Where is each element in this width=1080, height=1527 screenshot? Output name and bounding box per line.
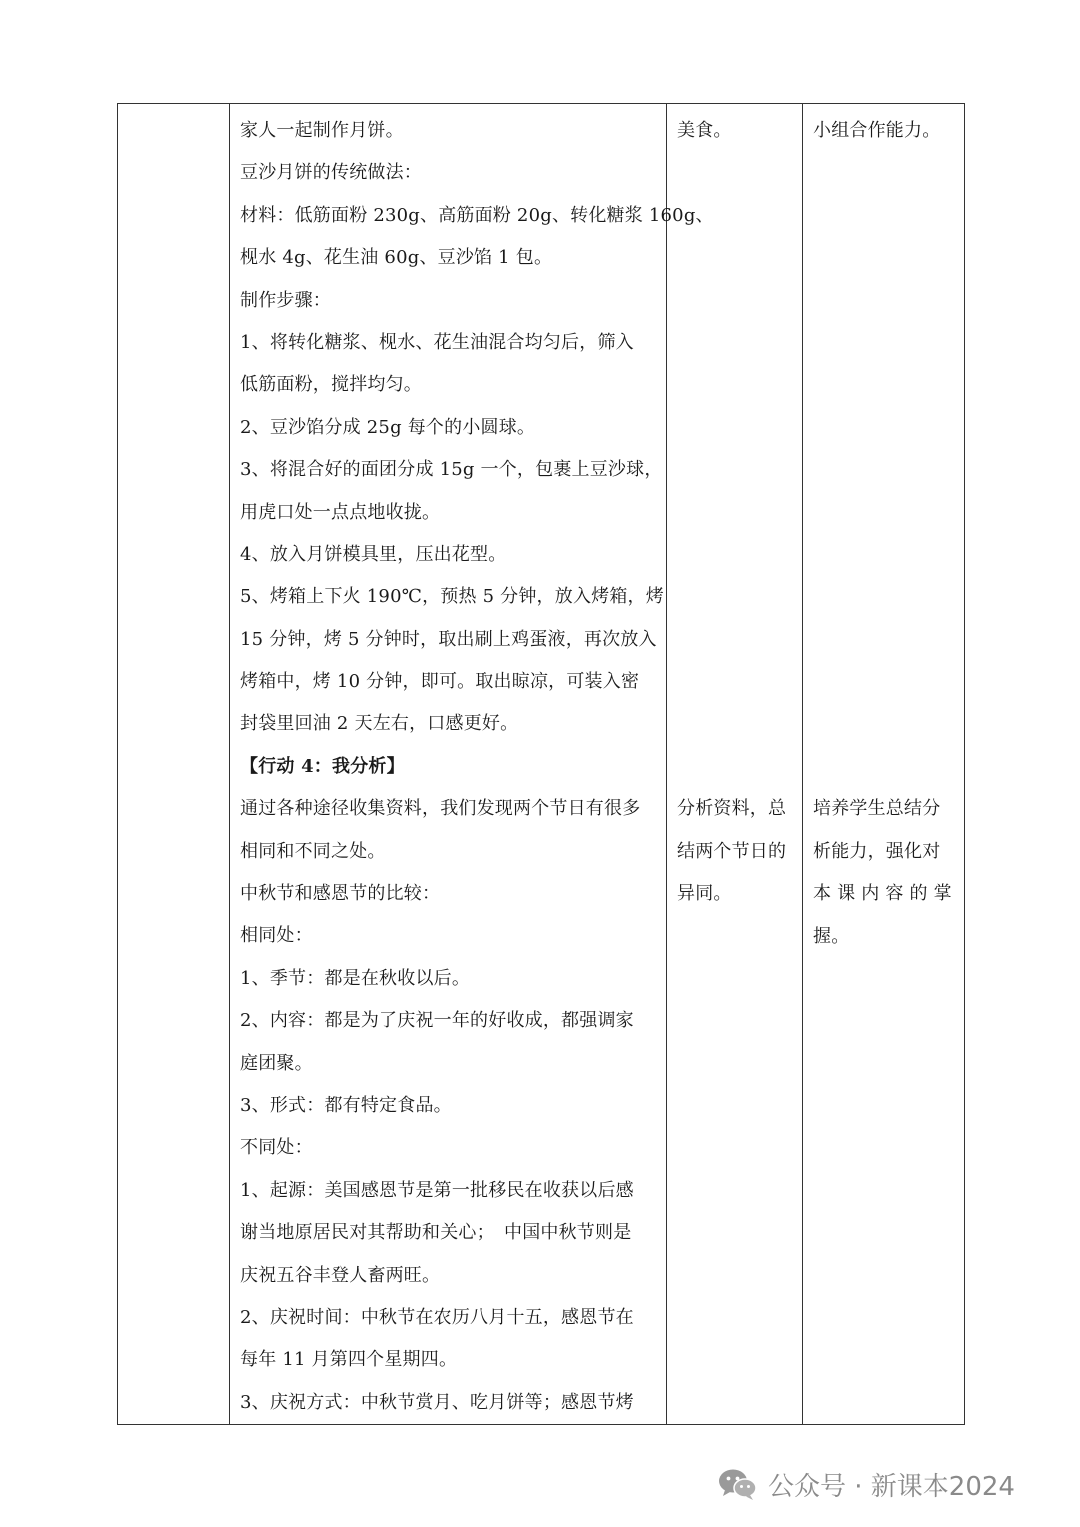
student-activity-analysis — [677, 788, 796, 915]
text-line: 枧水 4g、花生油 60g、豆沙馅 1 包。 — [240, 247, 553, 269]
text-line: 5、烤箱上下火 190℃，预热 5 分钟，放入烤箱，烤 — [240, 586, 664, 608]
student-activity-cell — [667, 104, 803, 1425]
table-row — [118, 104, 965, 1425]
text-line: 中秋节和感恩节的比较： — [240, 883, 441, 905]
watermark-text: 公众号 · 新课本2024 — [768, 1471, 1015, 1502]
text-line: 本 课 内 容 的 掌 — [813, 883, 952, 905]
text-line: 异同。 — [677, 883, 732, 905]
text-line: 相同处： — [240, 925, 313, 947]
wechat-watermark — [718, 1462, 1015, 1506]
text-line: 15 分钟，烤 5 分钟时，取出刷上鸡蛋液，再次放入 — [240, 628, 657, 650]
text-line: 握。 — [813, 925, 850, 947]
design-intent-top — [813, 110, 958, 152]
text-line: 2、豆沙馅分成 25g 每个的小圆球。 — [240, 416, 536, 438]
text-line: 析能力，强化对 — [813, 840, 941, 862]
text-line: 【行动 4：我分析】 — [240, 755, 405, 777]
text-line: 3、形式：都有特定食品。 — [240, 1094, 452, 1116]
text-line: 制作步骤： — [240, 289, 331, 311]
text-line: 相同和不同之处。 — [240, 840, 386, 862]
lesson-plan-table — [117, 103, 965, 1425]
text-line: 通过各种途径收集资料，我们发现两个节日有很多 — [240, 798, 641, 820]
text-line: 低筋面粉，搅拌均匀。 — [240, 374, 422, 396]
text-line: 3、庆祝方式：中秋节赏月、吃月饼等；感恩节烤 — [240, 1391, 634, 1413]
text-line: 2、庆祝时间：中秋节在农历八月十五，感恩节在 — [240, 1306, 634, 1328]
text-line: 封袋里回油 2 天左右，口感更好。 — [240, 713, 519, 735]
blank-first-column — [118, 104, 230, 1425]
text-line: 结两个节日的 — [677, 840, 787, 862]
text-line: 2、内容：都是为了庆祝一年的好收成，都强调家 — [240, 1010, 634, 1032]
design-intent-analysis — [813, 788, 958, 958]
text-line: 4、放入月饼模具里，压出花型。 — [240, 543, 507, 565]
text-line: 分析资料，总 — [677, 798, 787, 820]
text-line: 烤箱中，烤 10 分钟，即可。取出晾凉，可装入密 — [240, 671, 640, 693]
text-line: 谢当地原居民对其帮助和关心； 中国中秋节则是 — [240, 1222, 632, 1244]
design-intent-cell — [803, 104, 965, 1425]
text-line: 用虎口处一点点地收拢。 — [240, 501, 441, 523]
text-line: 家人一起制作月饼。 — [240, 120, 404, 141]
text-line: 1、起源：美国感恩节是第一批移民在收获以后感 — [240, 1179, 634, 1201]
text-line: 不同处： — [240, 1137, 313, 1159]
text-line: 培养学生总结分 — [813, 798, 941, 820]
text-line: 1、将转化糖浆、枧水、花生油混合均匀后，筛入 — [240, 331, 634, 353]
text-line: 3、将混合好的面团分成 15g 一个，包裹上豆沙球， — [240, 459, 663, 481]
text-line: 1、季节：都是在秋收以后。 — [240, 967, 471, 989]
text-line: 材料：低筋面粉 230g、高筋面粉 20g、转化糖浆 160g、 — [240, 204, 714, 226]
text-line: 美食。 — [677, 120, 732, 141]
text-line: 小组合作能力。 — [813, 120, 941, 141]
text-line: 豆沙月饼的传统做法： — [240, 162, 422, 184]
wechat-icon — [718, 1467, 758, 1501]
student-activity-top — [677, 110, 796, 152]
text-line: 每年 11 月第四个星期四。 — [240, 1349, 458, 1371]
text-line: 庆祝五谷丰登人畜两旺。 — [240, 1264, 441, 1286]
text-line: 庭团聚。 — [240, 1052, 313, 1074]
